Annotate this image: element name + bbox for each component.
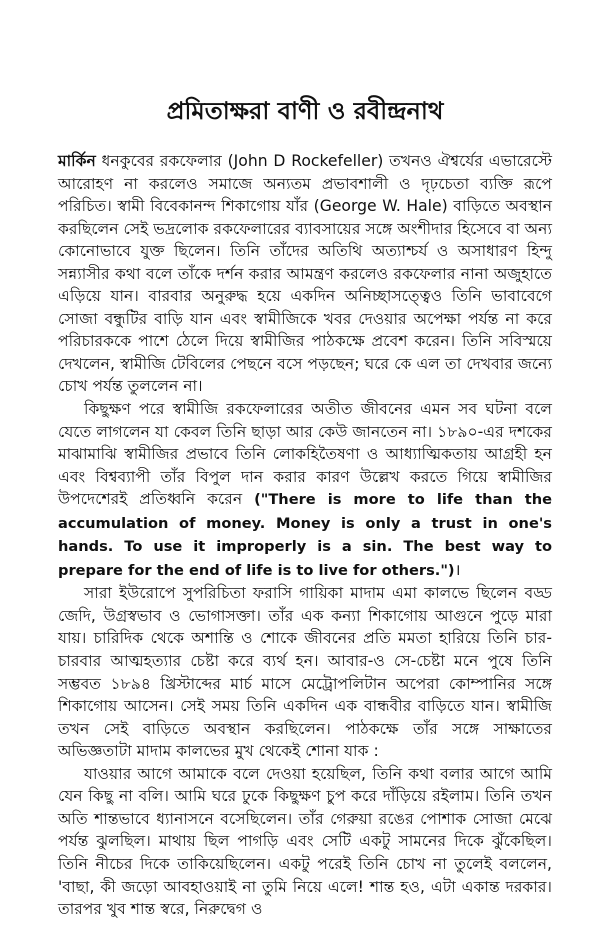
paragraph-rockefeller-intro	[58, 150, 552, 398]
chapter-title: প্রমিতাক্ষরা বাণী ও রবীন্দ্রনাথ	[166, 97, 444, 125]
paragraph-text: কিছুক্ষণ পরে স্বামীজি রকফেলারের অতীত জীবনের এমন সব ঘটনা বলে যেতে লাগলেন যা কেবল তিনি ছাড়া আর কেউ জানতেন না। ১৮৯০-এর দশকের মাঝামাঝি স্বামীজির প্রভাবে তিনি লোকহিতৈষণা ও আধ্যাত্মিকতায় আগ্রহী হন এবং বিশ্বব্যাপী তাঁর বিপুল দান করার কারণ উল্লেখ করতে গিয়ে স্বামীজির উপদেশেরই প্রতিধ্বনি করেন	[58, 400, 552, 509]
paragraph-text: ধনকুবের রকফেলার (John D Rockefeller) তখনও ঐশ্বর্যের এভারেস্টে আরোহণ না করলেও সমাজে অন্যতম প্রভাবশালী ও দৃঢ়চেতা ব্যক্তি রূপে পরিচিত। স্বামী বিবেকানন্দ শিকাগোয় যাঁর (George W. Hale) বাড়িতে অবস্থান করছিলেন সেই ভদ্রলোক রকফেলারের ব্যাবসায়ের সঙ্গে অংশীদার হিসেবে বা অন্য কোনোভাবে যুক্ত ছিলেন। তিনি তাঁদের অতিথি অত্যাশ্চর্য ও অসাধারণ হিন্দু সন্ন্যাসীর কথা বলে তাঁকে দর্শন করার আমন্ত্রণ করলেও রকফেলার নানা অজুহাতে এড়িয়ে যান। বারবার অনুরুদ্ধ হয়ে একদিন অনিচ্ছাসত্ত্বেও তিনি ভাবাবেগে সোজা বন্ধুটির বাড়ি যান এবং স্বামীজিকে খবর দেওয়ার অপেক্ষা পর্যন্ত না করে পরিচারককে পাশে ঠেলে দিয়ে স্বামীজির পাঠকক্ষে প্রবেশ করেন। তিনি সবিস্ময়ে দেখলেন, স্বামীজি টেবিলের পেছনে বসে পড়ছেন; ঘরে কে এল তা দেখবার জন্যে চোখ পর্যন্ত তুললেন না।	[58, 152, 553, 396]
paragraph-text: সারা ইউরোপে সুপরিচিতা ফরাসি গায়িকা মাদাম এমা কালভে ছিলেন বড্ড জেদি, উগ্রস্বভাব ও ভোগাসক্তা। তাঁর এক কন্যা শিকাগোয় আগুনে পুড়ে মারা যায়। চারিদিক থেকে অশান্তি ও শোকে জীবনের প্রতি মমতা হারিয়ে তিনি চার-চারবার আত্মহত্যার চেষ্টা করে ব্যর্থ হন। আবার-ও সে-চেষ্টা মনে পুষে তিনি সম্ভবত ১৮৯৪ খ্রিস্টাব্দের মার্চ মাসে মেট্রোপলিটান অপেরা কোম্পানির সঙ্গে শিকাগোয় আসেন। সেই সময় তিনি একদিন এক বান্ধবীর বাড়িতে যান। স্বামীজি তখন সেই বাড়িতে অবস্থান করছিলেন। পাঠকক্ষে তাঁর সঙ্গে সাক্ষাতের অভিজ্ঞতাটা মাদাম কালভের মুখ থেকেই শোনা যাক :	[58, 584, 552, 761]
paragraph-rockefeller-quote	[58, 398, 552, 582]
chapter-body	[58, 150, 552, 921]
paragraph-lead-word: মার্কিন	[58, 152, 96, 170]
english-quote: ("There is more to life than the accumulation of money. Money is only a trust in one's hands. To use it improperly is a sin. The best way to prepare for the end of life is to live for others.")	[58, 491, 552, 579]
paragraph-end-mark: ।	[454, 560, 461, 579]
book-page	[58, 0, 552, 944]
paragraph-text: যাওয়ার আগে আমাকে বলে দেওয়া হয়েছিল, তিনি কথা বলার আগে আমি যেন কিছু না বলি। আমি ঘরে ঢুকে কিছুক্ষণ চুপ করে দাঁড়িয়ে রইলাম। তিনি তখন অতি শান্তভাবে ধ্যানাসনে বসেছিলেন। তাঁর গেরুয়া রঙের পোশাক সোজা মেঝে পর্যন্ত ঝুলছিল। মাথায় ছিল পাগড়ি এবং সেটি একটু সামনের দিকে ঝুঁকেছিল। তিনি নীচের দিকে তাকিয়েছিলেন। একটু পরেই তিনি চোখ না তুলেই বললেন, 'বাছা, কী জড়ো আবহাওয়াই না তুমি নিয়ে এলে! শান্ত হও, এটা একান্ত দরকার। তারপর খুব শান্ত স্বরে, নিরুদ্বেগ ও	[58, 764, 552, 919]
paragraph-calve-intro	[58, 582, 552, 762]
paragraph-calve-account	[58, 763, 552, 921]
